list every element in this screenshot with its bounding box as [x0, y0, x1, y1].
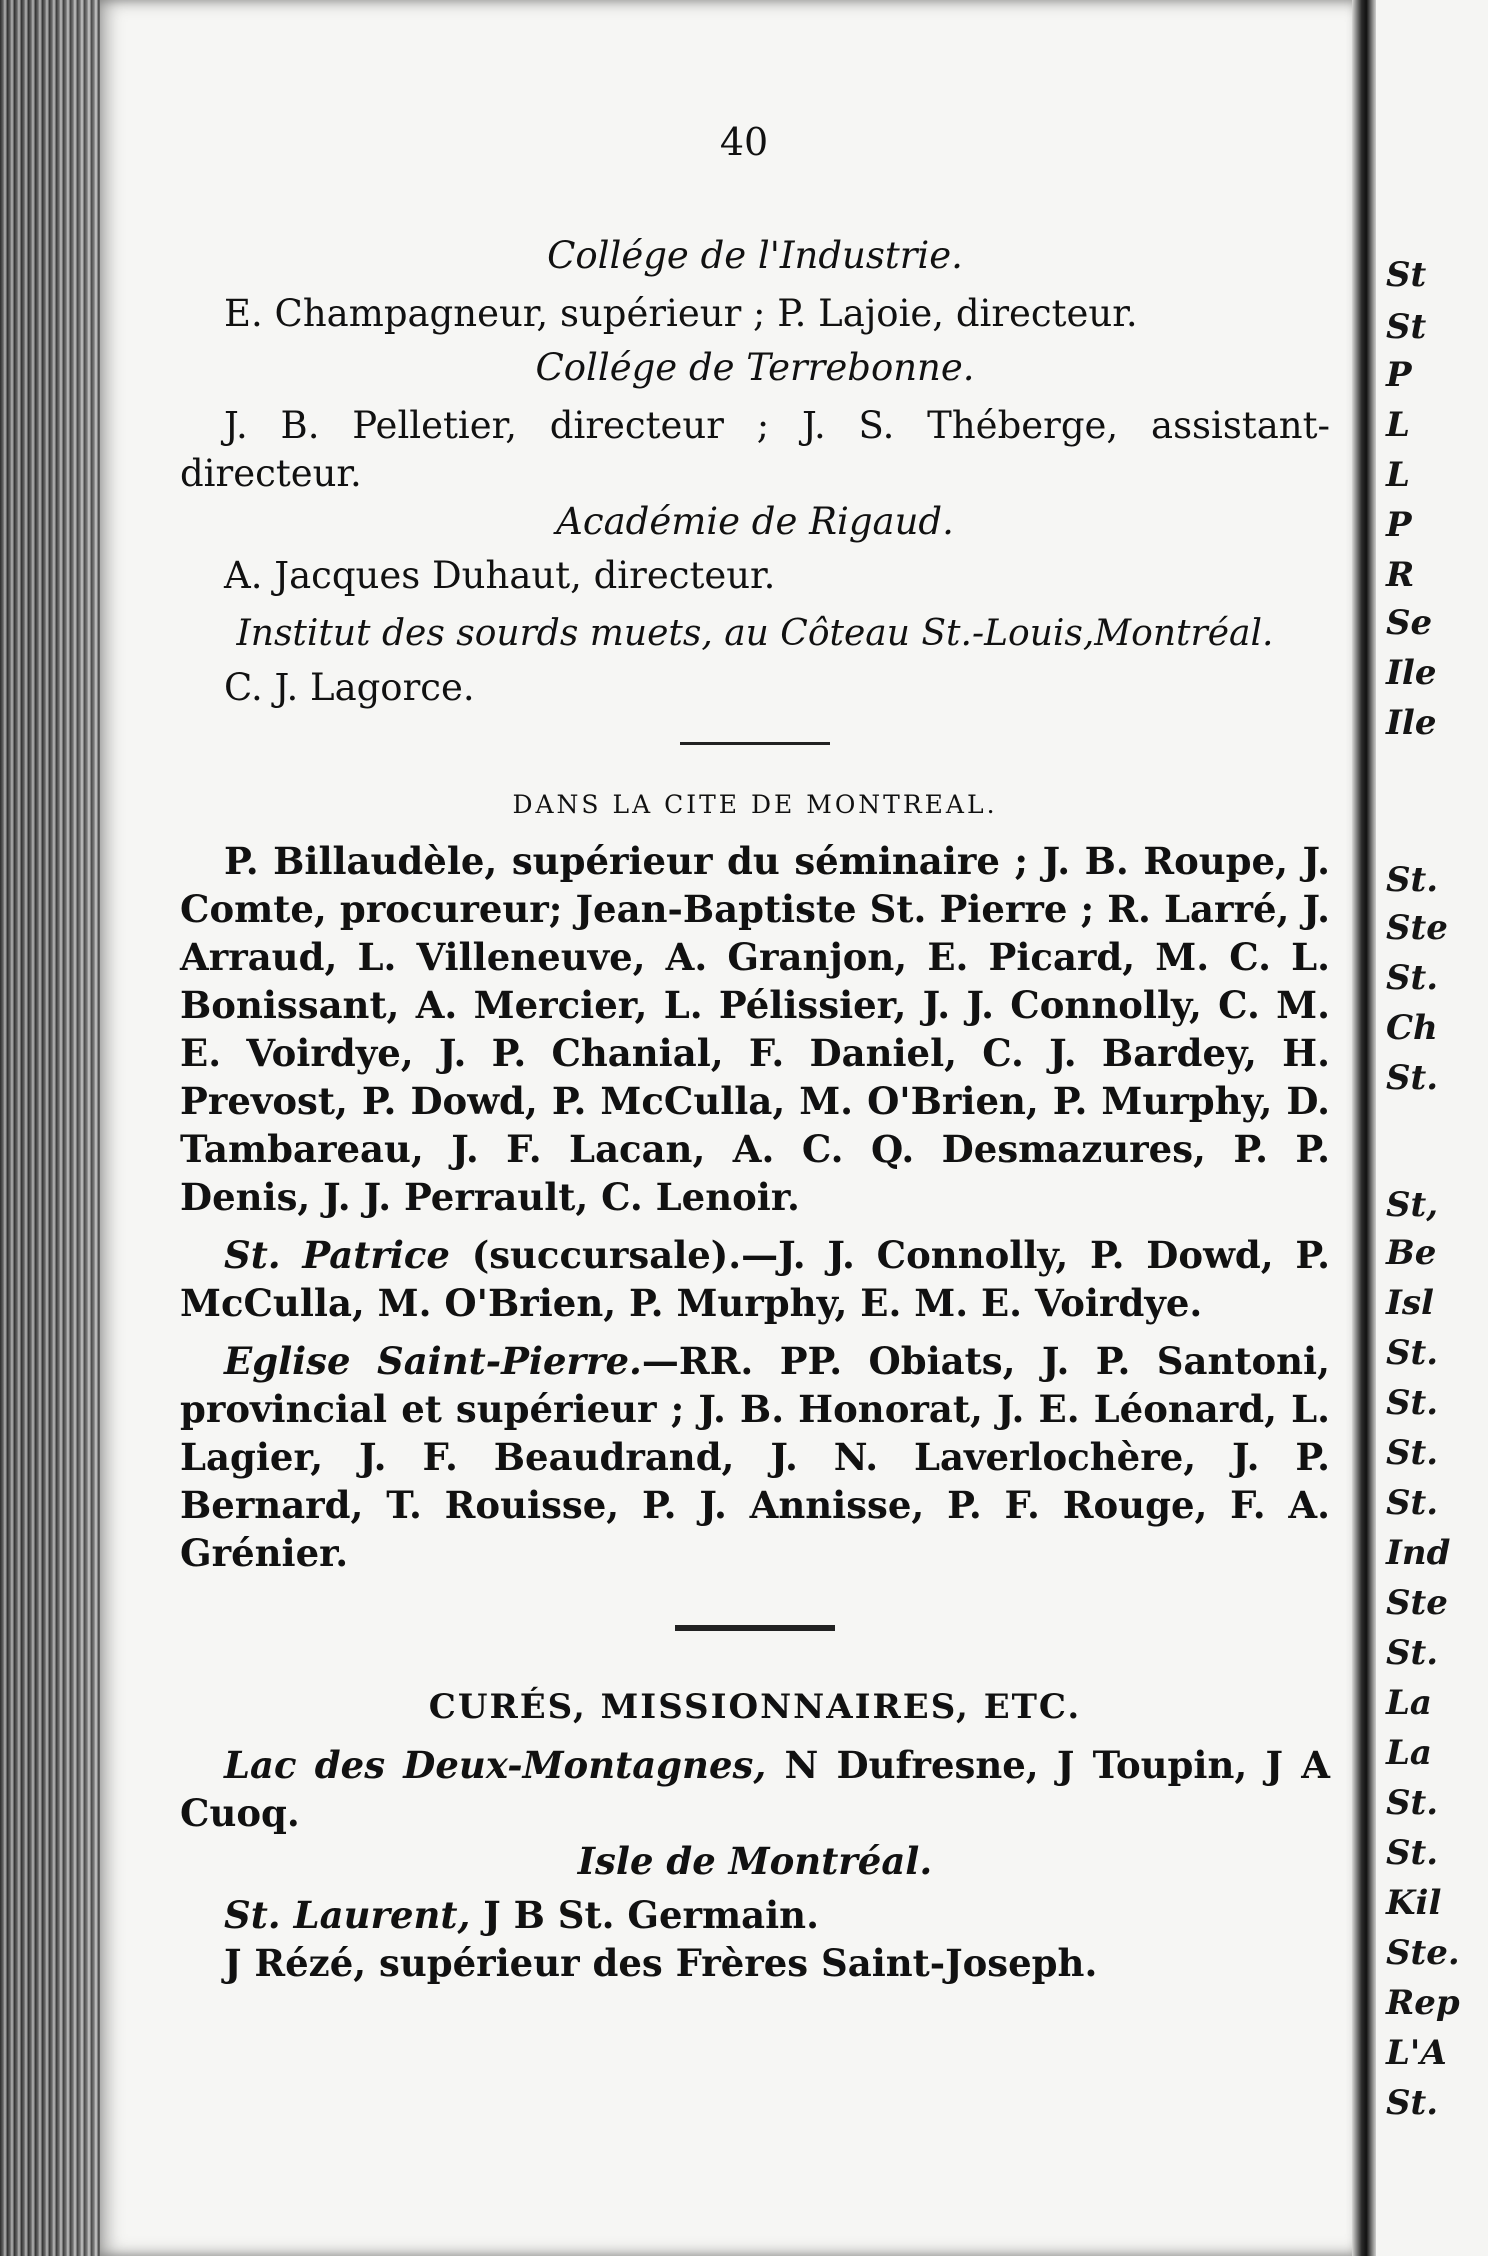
label-eglise-st-pierre: Eglise Saint-Pierre. [224, 1339, 642, 1383]
text-lac-deux-montagnes: N Dufresne, J Toupin, J A Cuoq. [180, 1743, 1330, 1835]
heading-cures: CURÉS, MISSIONNAIRES, ETC. [428, 1687, 1082, 1727]
label-st-patrice: St. Patrice [224, 1233, 450, 1277]
facing-page-fragment: Kil [1386, 1883, 1442, 1923]
page-content [180, 232, 1330, 1987]
facing-page-fragment: St [1386, 255, 1427, 295]
facing-page-fragment: Ste [1386, 1583, 1448, 1623]
facing-page-fragment: Ch [1386, 1008, 1438, 1048]
facing-page-fragment: St. [1386, 1483, 1439, 1523]
facing-page-fragment: Ind [1386, 1533, 1451, 1573]
facing-page-fragment: Be [1386, 1233, 1437, 1273]
heading-isle-montreal: Isle de Montréal. [577, 1839, 933, 1883]
section-divider [680, 742, 830, 745]
facing-page-fragment: St. [1386, 2083, 1439, 2123]
label-st-laurent: St. Laurent, [224, 1893, 471, 1937]
facing-page [1376, 0, 1488, 2256]
section-divider-thick [675, 1625, 835, 1631]
facing-page-fragment: St. [1386, 1633, 1439, 1673]
facing-page-fragment: R [1386, 555, 1415, 595]
facing-page-fragment: L [1386, 455, 1410, 495]
heading-college-terrebonne: Collége de Terrebonne. [535, 346, 975, 389]
paragraph-st-patrice [180, 1231, 1330, 1327]
text-cite-montreal: P. Billaudèle, supérieur du séminaire ; J. B. Roupe, J. Comte, procureur; Jean-Baptiste St. Pierre ; R. Larré, J. Arraud, L. Villeneuve, A. Granjon, E. Picard, M. C. L. Bonissant, A. Mercier, L. Pélissier, J. J. Connolly, C. M. E. Voirdye, J. P. Chanial, F. Daniel, C. J. Bardey, H. Prevost, P. Dowd, P. McCulla, M. O'Brien, P. Murphy, D. Tambareau, J. F. Lacan, A. C. Q. Desmazures, P. P. Denis, J. J. Perrault, C. Lenoir. [180, 839, 1330, 1219]
heading-cite-montreal: DANS LA CITE DE MONTREAL. [512, 790, 998, 819]
facing-page-fragment: St. [1386, 1783, 1439, 1823]
heading-academie-rigaud: Académie de Rigaud. [556, 500, 954, 543]
text-eglise-st-pierre: —RR. PP. Obiats, J. P. Santoni, provincial et supérieur ; J. B. Honorat, J. E. Léonard, L. Lagier, J. F. Beaudrand, J. N. Laverlochère, J. P. Bernard, T. Rouisse, P. J. Annisse, P. F. Rouge, F. A. Grénier. [180, 1339, 1330, 1575]
text-college-industrie: E. Champagneur, supérieur ; P. Lajoie, directeur. [224, 292, 1138, 335]
paragraph-eglise-st-pierre [180, 1337, 1330, 1577]
facing-page-fragment: St. [1386, 1058, 1439, 1098]
facing-page-fragment: Rep [1386, 1983, 1460, 2023]
facing-page-fragment: L [1386, 405, 1410, 445]
text-institut-sourds: C. J. Lagorce. [224, 666, 475, 709]
label-lac-deux-montagnes: Lac des Deux-Montagnes, [224, 1743, 767, 1787]
facing-page-fragment: P [1386, 505, 1412, 545]
facing-page-fragment: L'A [1386, 2033, 1447, 2073]
facing-page-fragment: P [1386, 355, 1412, 395]
facing-page-fragment: St, [1386, 1185, 1439, 1225]
paragraph-st-laurent [180, 1891, 1330, 1939]
text-academie-rigaud: A. Jacques Duhaut, directeur. [224, 554, 776, 597]
page-number: 40 [719, 120, 769, 164]
facing-page-fragment: Isl [1386, 1283, 1434, 1323]
page-edges [0, 0, 100, 2256]
facing-page-fragment: La [1386, 1683, 1432, 1723]
text-st-laurent: J B St. Germain. [470, 1893, 819, 1937]
facing-page-fragment: Ste. [1386, 1933, 1460, 1973]
facing-page-fragment: Se [1386, 603, 1433, 643]
heading-college-industrie: Collége de l'Industrie. [547, 234, 963, 277]
facing-page-fragment: St. [1386, 1333, 1439, 1373]
facing-page-fragment: St. [1386, 1383, 1439, 1423]
facing-page-fragment: Ile [1386, 703, 1437, 743]
facing-page-fragment: St. [1386, 860, 1439, 900]
facing-page-fragment: St. [1386, 958, 1439, 998]
facing-page-fragment: St [1386, 307, 1427, 347]
text-college-terrebonne: J. B. Pelletier, directeur ; J. S. Théberge, assistant-directeur. [180, 404, 1330, 495]
heading-institut-sourds: Institut des sourds muets, au Côteau St.-Louis,Montréal. [236, 613, 1274, 654]
facing-page-fragment: Ste [1386, 908, 1448, 948]
text-st-patrice: (succursale).—J. J. Connolly, P. Dowd, P. McCulla, M. O'Brien, P. Murphy, E. M. E. Voirdye. [180, 1233, 1330, 1325]
facing-page-fragment: St. [1386, 1433, 1439, 1473]
facing-page-fragment: Ile [1386, 653, 1437, 693]
paragraph-lac-deux-montagnes [180, 1741, 1330, 1837]
facing-page-fragment: La [1386, 1733, 1432, 1773]
book-gutter [1352, 0, 1376, 2256]
facing-page-fragment: St. [1386, 1833, 1439, 1873]
text-reze: J Rézé, supérieur des Frères Saint-Joseph. [224, 1941, 1098, 1985]
